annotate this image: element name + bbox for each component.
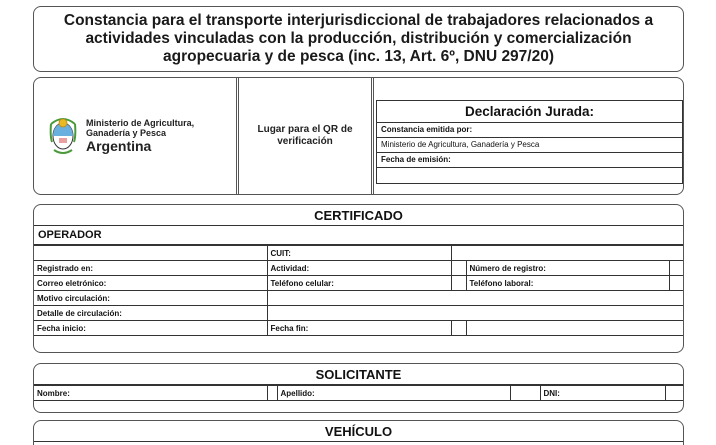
empty-cell xyxy=(34,246,267,261)
empty-cell xyxy=(466,321,684,336)
issue-date-value xyxy=(377,168,682,183)
declaration-table xyxy=(376,100,683,184)
empty-cell xyxy=(665,386,684,401)
coat-of-arms-icon xyxy=(48,116,78,156)
table-row xyxy=(34,246,684,261)
motivo-label: Motivo circulación: xyxy=(34,291,267,306)
empty-cell xyxy=(267,306,684,321)
issued-by-label: Constancia emitida por: xyxy=(377,123,682,138)
empty-cell xyxy=(669,276,684,291)
table-row xyxy=(34,386,684,401)
issued-by-value: Ministerio de Agricultura, Ganadería y Pesca xyxy=(377,138,682,153)
vehiculo-title: VEHÍCULO xyxy=(34,421,683,442)
certificado-section xyxy=(33,204,684,353)
certificado-title: CERTIFICADO xyxy=(34,205,683,226)
numero-registro-label: Número de registro: xyxy=(466,261,669,276)
declaration-title: Declaración Jurada: xyxy=(377,101,682,123)
nombre-label: Nombre: xyxy=(34,386,267,401)
solicitante-section xyxy=(33,363,684,413)
qr-placeholder-cell xyxy=(236,78,374,194)
empty-cell xyxy=(510,386,540,401)
table-row xyxy=(34,321,684,336)
empty-cell xyxy=(451,261,466,276)
apellido-label: Apellido: xyxy=(277,386,510,401)
table-row xyxy=(34,261,684,276)
ministry-logo-block xyxy=(34,78,236,194)
solicitante-title: SOLICITANTE xyxy=(34,364,683,385)
telefono-celular-label: Teléfono celular: xyxy=(267,276,451,291)
telefono-laboral-label: Teléfono laboral: xyxy=(466,276,669,291)
solicitante-table xyxy=(34,385,684,401)
empty-cell xyxy=(669,261,684,276)
ministry-name-line2: Ganadería y Pesca xyxy=(86,128,167,138)
document-title: Constancia para el transporte interjurisdiccional de trabajadores relacionados a actividades vinculadas con la producción, distribución y comercialización agropecuaria y de pesca (inc. 13, Art. 6º, DNU 297/20) xyxy=(63,12,654,65)
country-name: Argentina xyxy=(86,138,152,154)
actividad-label: Actividad: xyxy=(267,261,451,276)
cuit-label: CUIT: xyxy=(267,246,451,261)
dni-label: DNI: xyxy=(540,386,665,401)
fecha-fin-label: Fecha fin: xyxy=(267,321,451,336)
operador-table xyxy=(34,245,684,336)
table-row xyxy=(34,291,684,306)
empty-cell xyxy=(267,386,277,401)
ministry-name-line1: Ministerio de Agricultura, xyxy=(86,118,195,128)
title-box xyxy=(33,6,684,72)
declaration-cell xyxy=(374,78,684,194)
operador-heading: OPERADOR xyxy=(34,226,683,245)
table-row xyxy=(34,306,684,321)
empty-cell xyxy=(451,246,684,261)
issue-date-label: Fecha de emisión: xyxy=(377,153,682,168)
empty-cell xyxy=(451,321,466,336)
fecha-inicio-label: Fecha inicio: xyxy=(34,321,267,336)
vehiculo-section xyxy=(33,420,684,445)
header-box xyxy=(33,77,684,195)
empty-cell xyxy=(451,276,466,291)
detalle-label: Detalle de circulación: xyxy=(34,306,267,321)
qr-placeholder-text: Lugar para el QR de verificación xyxy=(257,124,353,147)
table-row xyxy=(34,276,684,291)
registrado-en-label: Registrado en: xyxy=(34,261,267,276)
empty-cell xyxy=(267,291,684,306)
correo-label: Correo eletrónico: xyxy=(34,276,267,291)
